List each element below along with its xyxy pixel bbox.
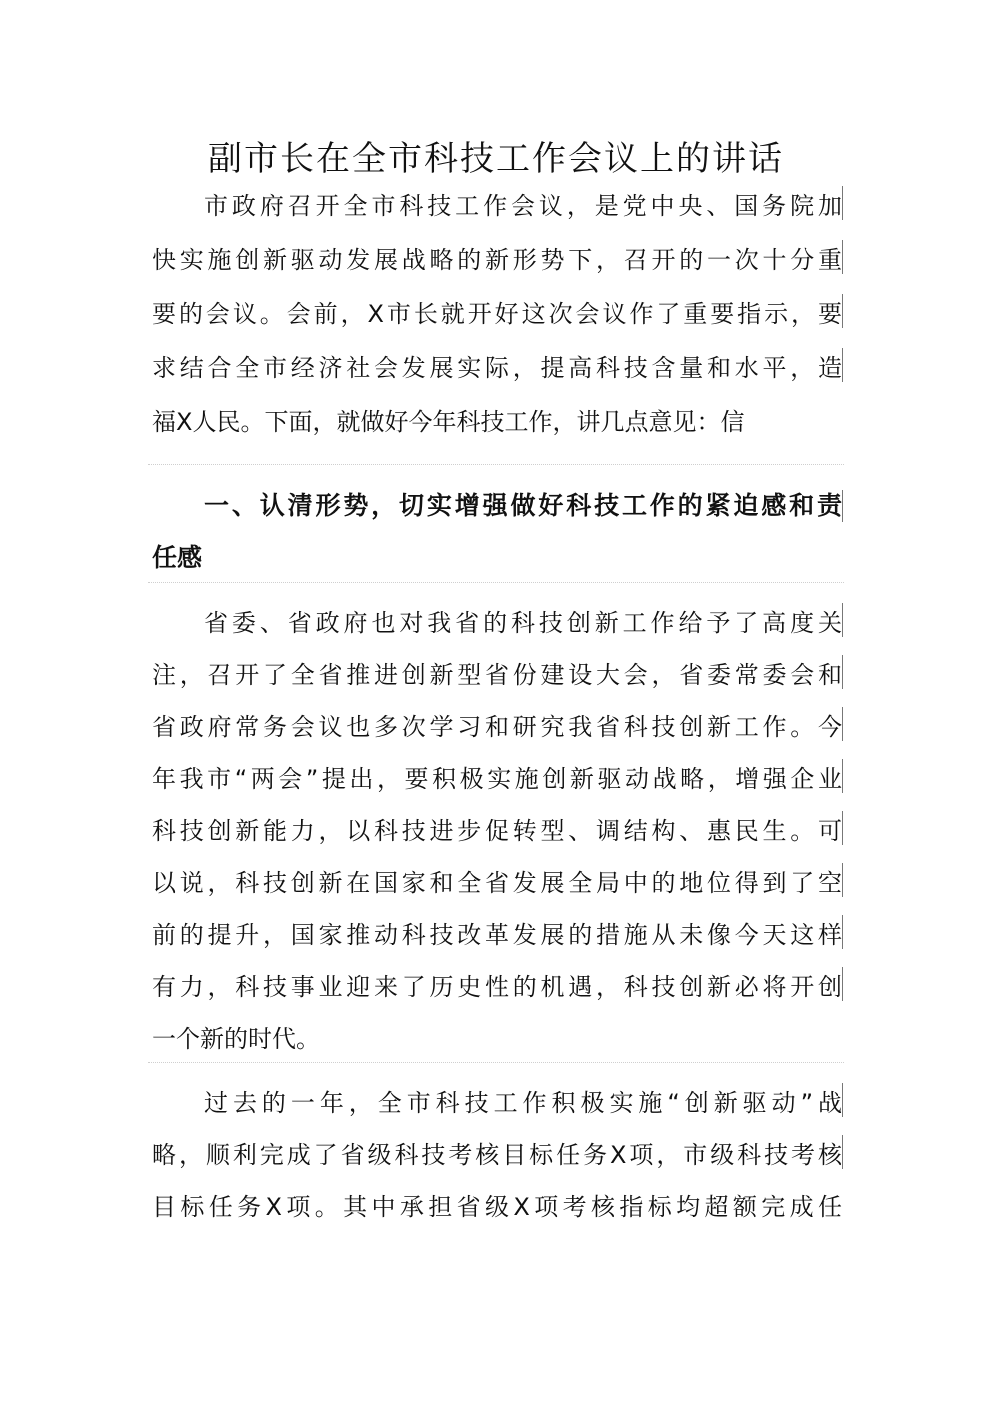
- margin-bar: [842, 863, 843, 897]
- margin-bar: [842, 967, 843, 1001]
- margin-bar: [842, 915, 843, 949]
- text-line: 要的会议。会前，X市长就开好这次会议作了重要指示，要: [152, 300, 842, 328]
- margin-bar: [842, 490, 843, 522]
- text-line: 福X人民。下面，就做好今年科技工作，讲几点意见：信: [152, 408, 745, 436]
- text-line: 快实施创新驱动发展战略的新形势下，召开的一次十分重: [152, 246, 842, 274]
- margin-bar: [842, 811, 843, 845]
- text-line: 求结合全市经济社会发展实际，提高科技含量和水平，造: [152, 354, 842, 382]
- heading-line: 任感: [152, 543, 203, 572]
- margin-bar: [842, 348, 843, 382]
- paragraph-divider: [148, 1062, 844, 1063]
- margin-bar: [842, 603, 843, 637]
- document-title: 副市长在全市科技工作会议上的讲话: [208, 139, 784, 179]
- heading-line: 一、认清形势，切实增强做好科技工作的紧迫感和责: [204, 491, 842, 520]
- margin-bar: [842, 655, 843, 689]
- text-line: 注，召开了全省推进创新型省份建设大会，省委常委会和: [152, 661, 842, 689]
- text-line: 以说，科技创新在国家和全省发展全局中的地位得到了空: [152, 869, 842, 897]
- text-line: 略，顺利完成了省级科技考核目标任务X项，市级科技考核: [152, 1141, 842, 1169]
- text-line: 有力，科技事业迎来了历史性的机遇，科技创新必将开创: [152, 973, 842, 1001]
- text-line: 省政府常务会议也多次学习和研究我省科技创新工作。今: [152, 713, 842, 741]
- margin-bar: [842, 1135, 843, 1169]
- margin-bar: [842, 759, 843, 793]
- text-line: 前的提升，国家推动科技改革发展的措施从未像今天这样: [152, 921, 842, 949]
- text-line: 一个新的时代。: [152, 1025, 320, 1053]
- text-line: 年我市“两会”提出，要积极实施创新驱动战略，增强企业: [152, 765, 842, 793]
- margin-bar: [842, 1083, 843, 1117]
- paragraph-divider: [148, 464, 844, 465]
- margin-bar: [842, 294, 843, 328]
- text-line: 科技创新能力，以科技进步促转型、调结构、惠民生。可: [152, 817, 842, 845]
- paragraph-divider: [148, 582, 844, 583]
- margin-bar: [842, 186, 843, 220]
- text-line: 省委、省政府也对我省的科技创新工作给予了高度关: [204, 609, 842, 637]
- margin-bar: [842, 240, 843, 274]
- text-line: 市政府召开全市科技工作会议，是党中央、国务院加: [204, 192, 842, 220]
- text-line: 目标任务X项。其中承担省级X项考核指标均超额完成任: [152, 1193, 842, 1221]
- text-line: 过去的一年，全市科技工作积极实施“创新驱动”战: [204, 1089, 842, 1117]
- margin-bar: [842, 707, 843, 741]
